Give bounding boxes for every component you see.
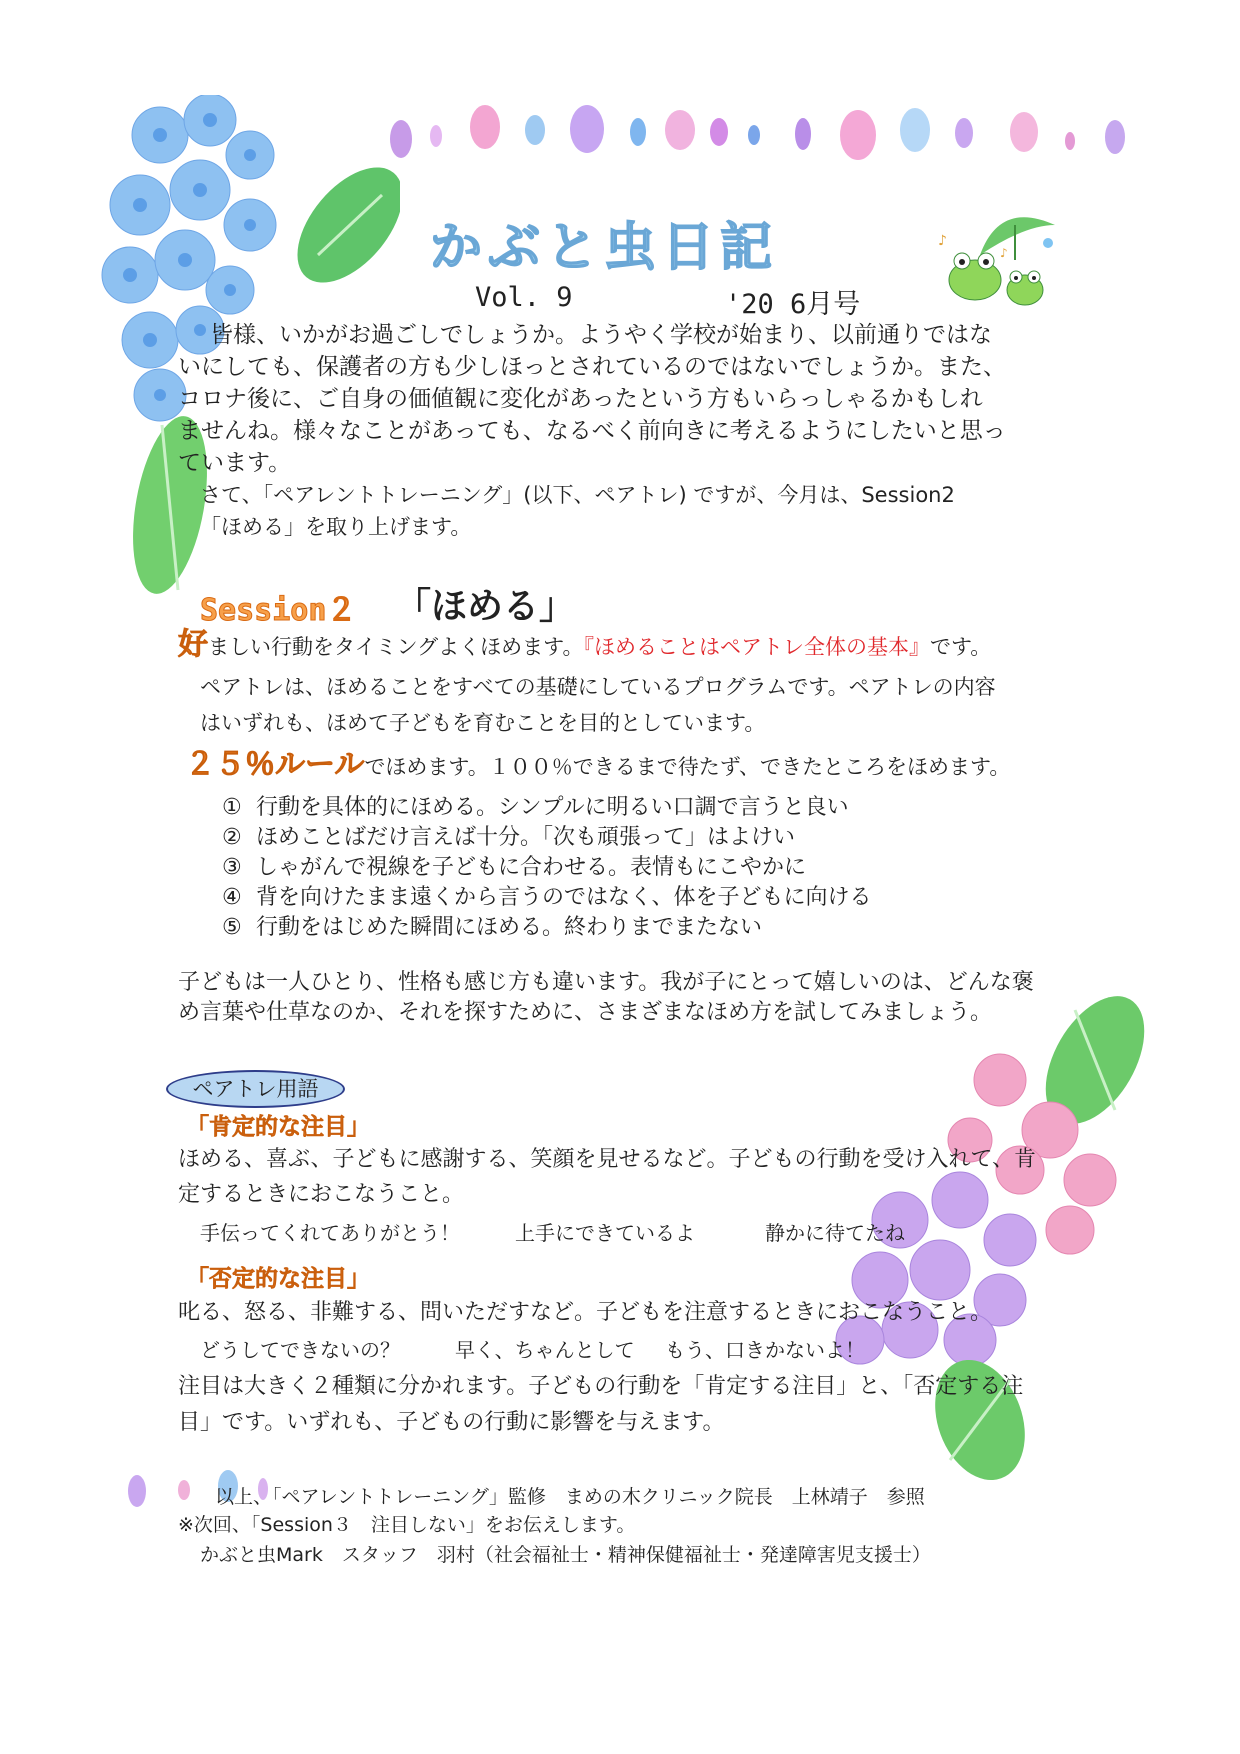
issue-date: '20 6月号 <box>725 289 861 320</box>
list-item: ② ほめことばだけ言えば十分。「次も頑張って」はよけい <box>222 825 796 850</box>
frogs-illustration <box>930 205 1060 315</box>
negative-example: もう、口きかないよ！ <box>665 1338 865 1362</box>
closing-line: 子どもは一人ひとり、性格も感じ方も違います。我が子にとって嬉しいのは、どんな褒 <box>178 970 1034 995</box>
positive-example: 手伝ってくれてありがとう！ <box>200 1221 460 1245</box>
negative-line: 叱る、怒る、非難する、問いただすなど。子どもを注意するときにおこなうこと。 <box>178 1300 993 1325</box>
intro-line: ませんね。様々なことがあっても、なるべく前向きに考えるようにしたいと思っ <box>178 418 1006 444</box>
session-label: Session２ <box>200 593 357 628</box>
closing-line: め言葉や仕草なのか、それを探すために、さまざまなほめ方を試してみましょう。 <box>178 1000 993 1025</box>
negative-example: 早く、ちゃんとして <box>455 1338 635 1362</box>
intro-line: さて、「ペアレントトレーニング」(以下、ペアトレ) ですが、今月は、Session2 <box>200 483 955 507</box>
negative-attention-title: 「否定的な注目」 <box>186 1266 370 1292</box>
rule-line <box>185 747 1011 782</box>
positive-example: 静かに待てたね <box>765 1221 905 1245</box>
newsletter-title: かぶと虫日記 <box>430 218 779 278</box>
intro-line: ています。 <box>178 450 292 476</box>
rule-text: でほめます。１００％できるまで待たず、できたところをほめます。 <box>364 755 1011 779</box>
lead-emphasis: 『ほめることはペアトレ全体の基本』 <box>583 635 930 659</box>
summary-line: 目」です。いずれも、子どもの行動に影響を与えます。 <box>178 1410 725 1435</box>
intro-line: 「ほめる」を取り上げます。 <box>200 515 472 539</box>
lead-tail: です。 <box>929 635 992 659</box>
volume-number: Vol. 9 <box>475 282 573 313</box>
svg-text:♪: ♪ <box>1000 246 1008 260</box>
positive-attention-title: 「肯定的な注目」 <box>186 1114 370 1140</box>
list-item: ④ 背を向けたまま遠くから言うのではなく、体を子どもに向ける <box>222 885 872 910</box>
list-item: ⑤ 行動をはじめた瞬間にほめる。終わりまでまたない <box>222 915 763 940</box>
positive-example: 上手にできているよ <box>515 1221 695 1245</box>
lead-text: ましい行動をタイミングよくほめます。 <box>208 635 584 659</box>
positive-line: ほめる、喜ぶ、子どもに感謝する、笑顔を見せるなど。子どもの行動を受け入れて、肯 <box>178 1147 1037 1172</box>
footer-next: ※次回、「Session３ 注目しない」をお伝えします。 <box>178 1514 636 1536</box>
lead-char: 好 <box>178 627 208 662</box>
session-desc-line: ペアトレは、ほめることをすべての基礎にしているプログラムです。ペアトレの内容 <box>200 675 996 699</box>
list-item: ③ しゃがんで視線を子どもに合わせる。表情もにこやかに <box>222 855 807 880</box>
intro-line: コロナ後に、ご自身の価値観に変化があったという方もいらっしゃるかもしれ <box>178 386 983 412</box>
session-lead <box>178 627 992 662</box>
svg-text:♪: ♪ <box>938 233 947 249</box>
footer-source: 以上、「ペアレントトレーニング」監修 まめの木クリニック院長 上林靖子 参照 <box>215 1486 925 1508</box>
list-item: ① 行動を具体的にほめる。シンプルに明るい口調で言うと良い <box>222 795 849 820</box>
session-desc-line: はいずれも、ほめて子どもを育むことを目的としています。 <box>200 711 766 735</box>
intro-line: いにしても、保護者の方も少しほっとされているのではないでしょうか。また、 <box>178 354 1006 380</box>
intro-line: 皆様、いかがお過ごしでしょうか。ようやく学校が始まり、以前通りではな <box>210 322 992 348</box>
positive-line: 定するときにおこなうこと。 <box>178 1182 465 1207</box>
glossary-badge: ペアトレ用語 <box>166 1070 345 1108</box>
footer-author: かぶと虫Mark スタッフ 羽村（社会福祉士・精神保健福祉士・発達障害児支援士） <box>200 1544 931 1566</box>
session-name: 「ほめる」 <box>395 586 576 627</box>
rule-label: ２５％ルール <box>185 747 365 782</box>
negative-example: どうしてできないの？ <box>200 1338 400 1362</box>
summary-line: 注目は大きく２種類に分かれます。子どもの行動を「肯定する注目」と、「否定する注 <box>178 1374 1024 1399</box>
